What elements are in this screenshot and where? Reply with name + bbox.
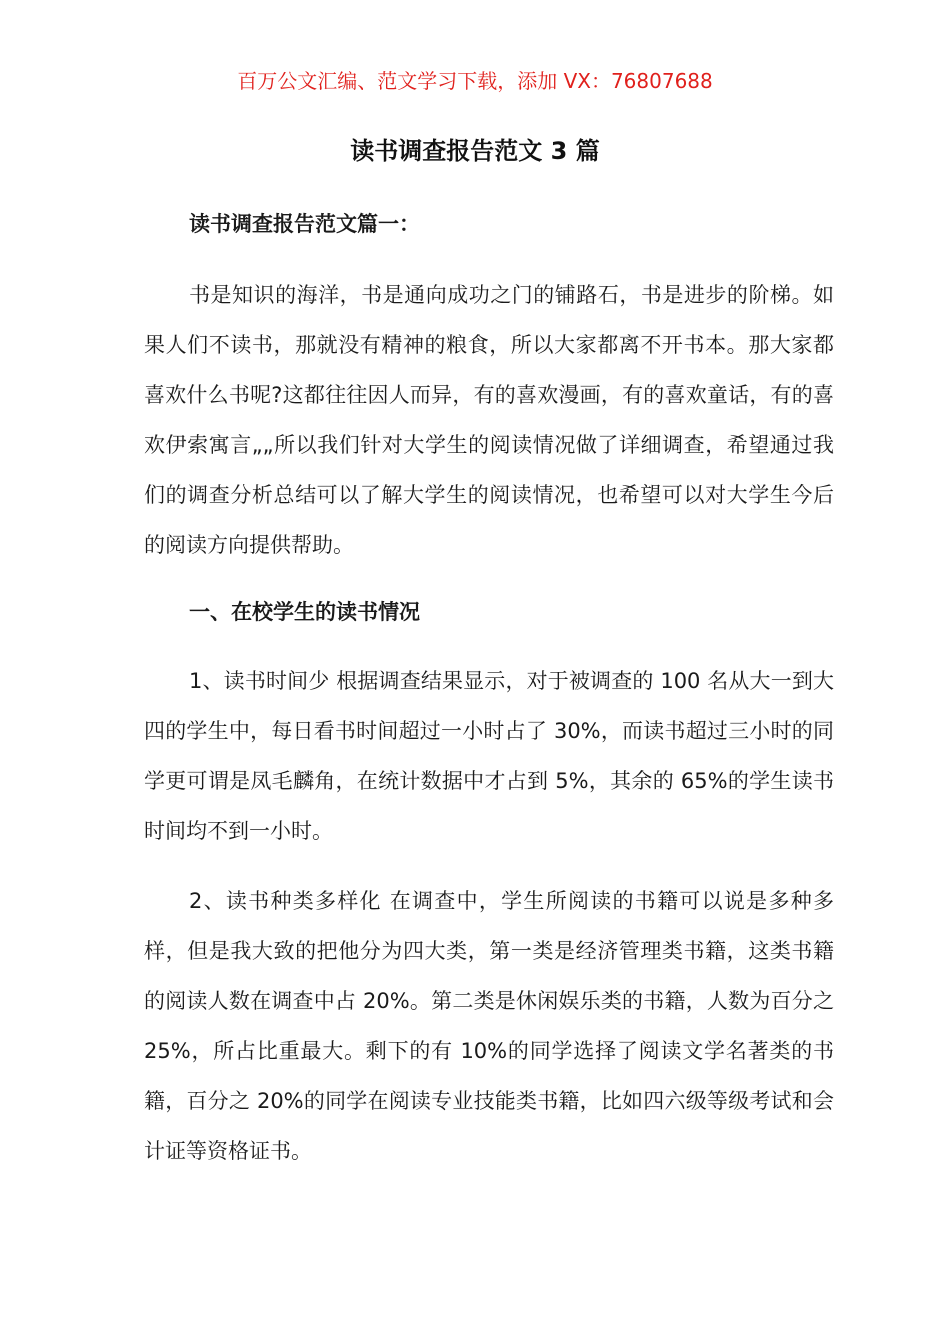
point-2-paragraph: 2、读书种类多样化 在调查中，学生所阅读的书籍可以说是多种多样，但是我大致的把他分为四大类，第一类是经济管理类书籍，这类书籍的阅读人数在调查中占 20%。第二类是休闲娱乐类的书籍，人数为百分之 25%，所占比重最大。剩下的有 10%的同学选择了阅读文学名著类的书籍，百分之 20%的同学在阅读专业技能类书籍，比如四六级等级考试和会计证等资格证书。 (144, 889, 834, 1163)
document-body (144, 202, 834, 1196)
section-heading: 一、在校学生的读书情况 (189, 600, 420, 624)
header-note: 百万公文汇编、范文学习下载，添加 VX：76807688 (237, 69, 713, 93)
document-title: 读书调查报告范文 3 篇 (350, 137, 600, 165)
point-1-paragraph: 1、读书时间少 根据调查结果显示，对于被调查的 100 名从大一到大四的学生中，每日看书时间超过一小时占了 30%，而读书超过三小时的同学更可谓是凤毛麟角，在统计数据中才占到 5%，其余的 65%的学生读书时间均不到一小时。 (144, 669, 834, 843)
intro-paragraph: 书是知识的海洋，书是通向成功之门的铺路石，书是进步的阶梯。如果人们不读书，那就没有精神的粮食，所以大家都离不开书本。那大家都喜欢什么书呢?这都往往因人而异，有的喜欢漫画，有的喜欢童话，有的喜欢伊索寓言„„所以我们针对大学生的阅读情况做了详细调查，希望通过我们的调查分析总结可以了解大学生的阅读情况，也希望可以对大学生今后的阅读方向提供帮助。 (144, 283, 834, 557)
subtitle: 读书调查报告范文篇一： (189, 212, 420, 236)
